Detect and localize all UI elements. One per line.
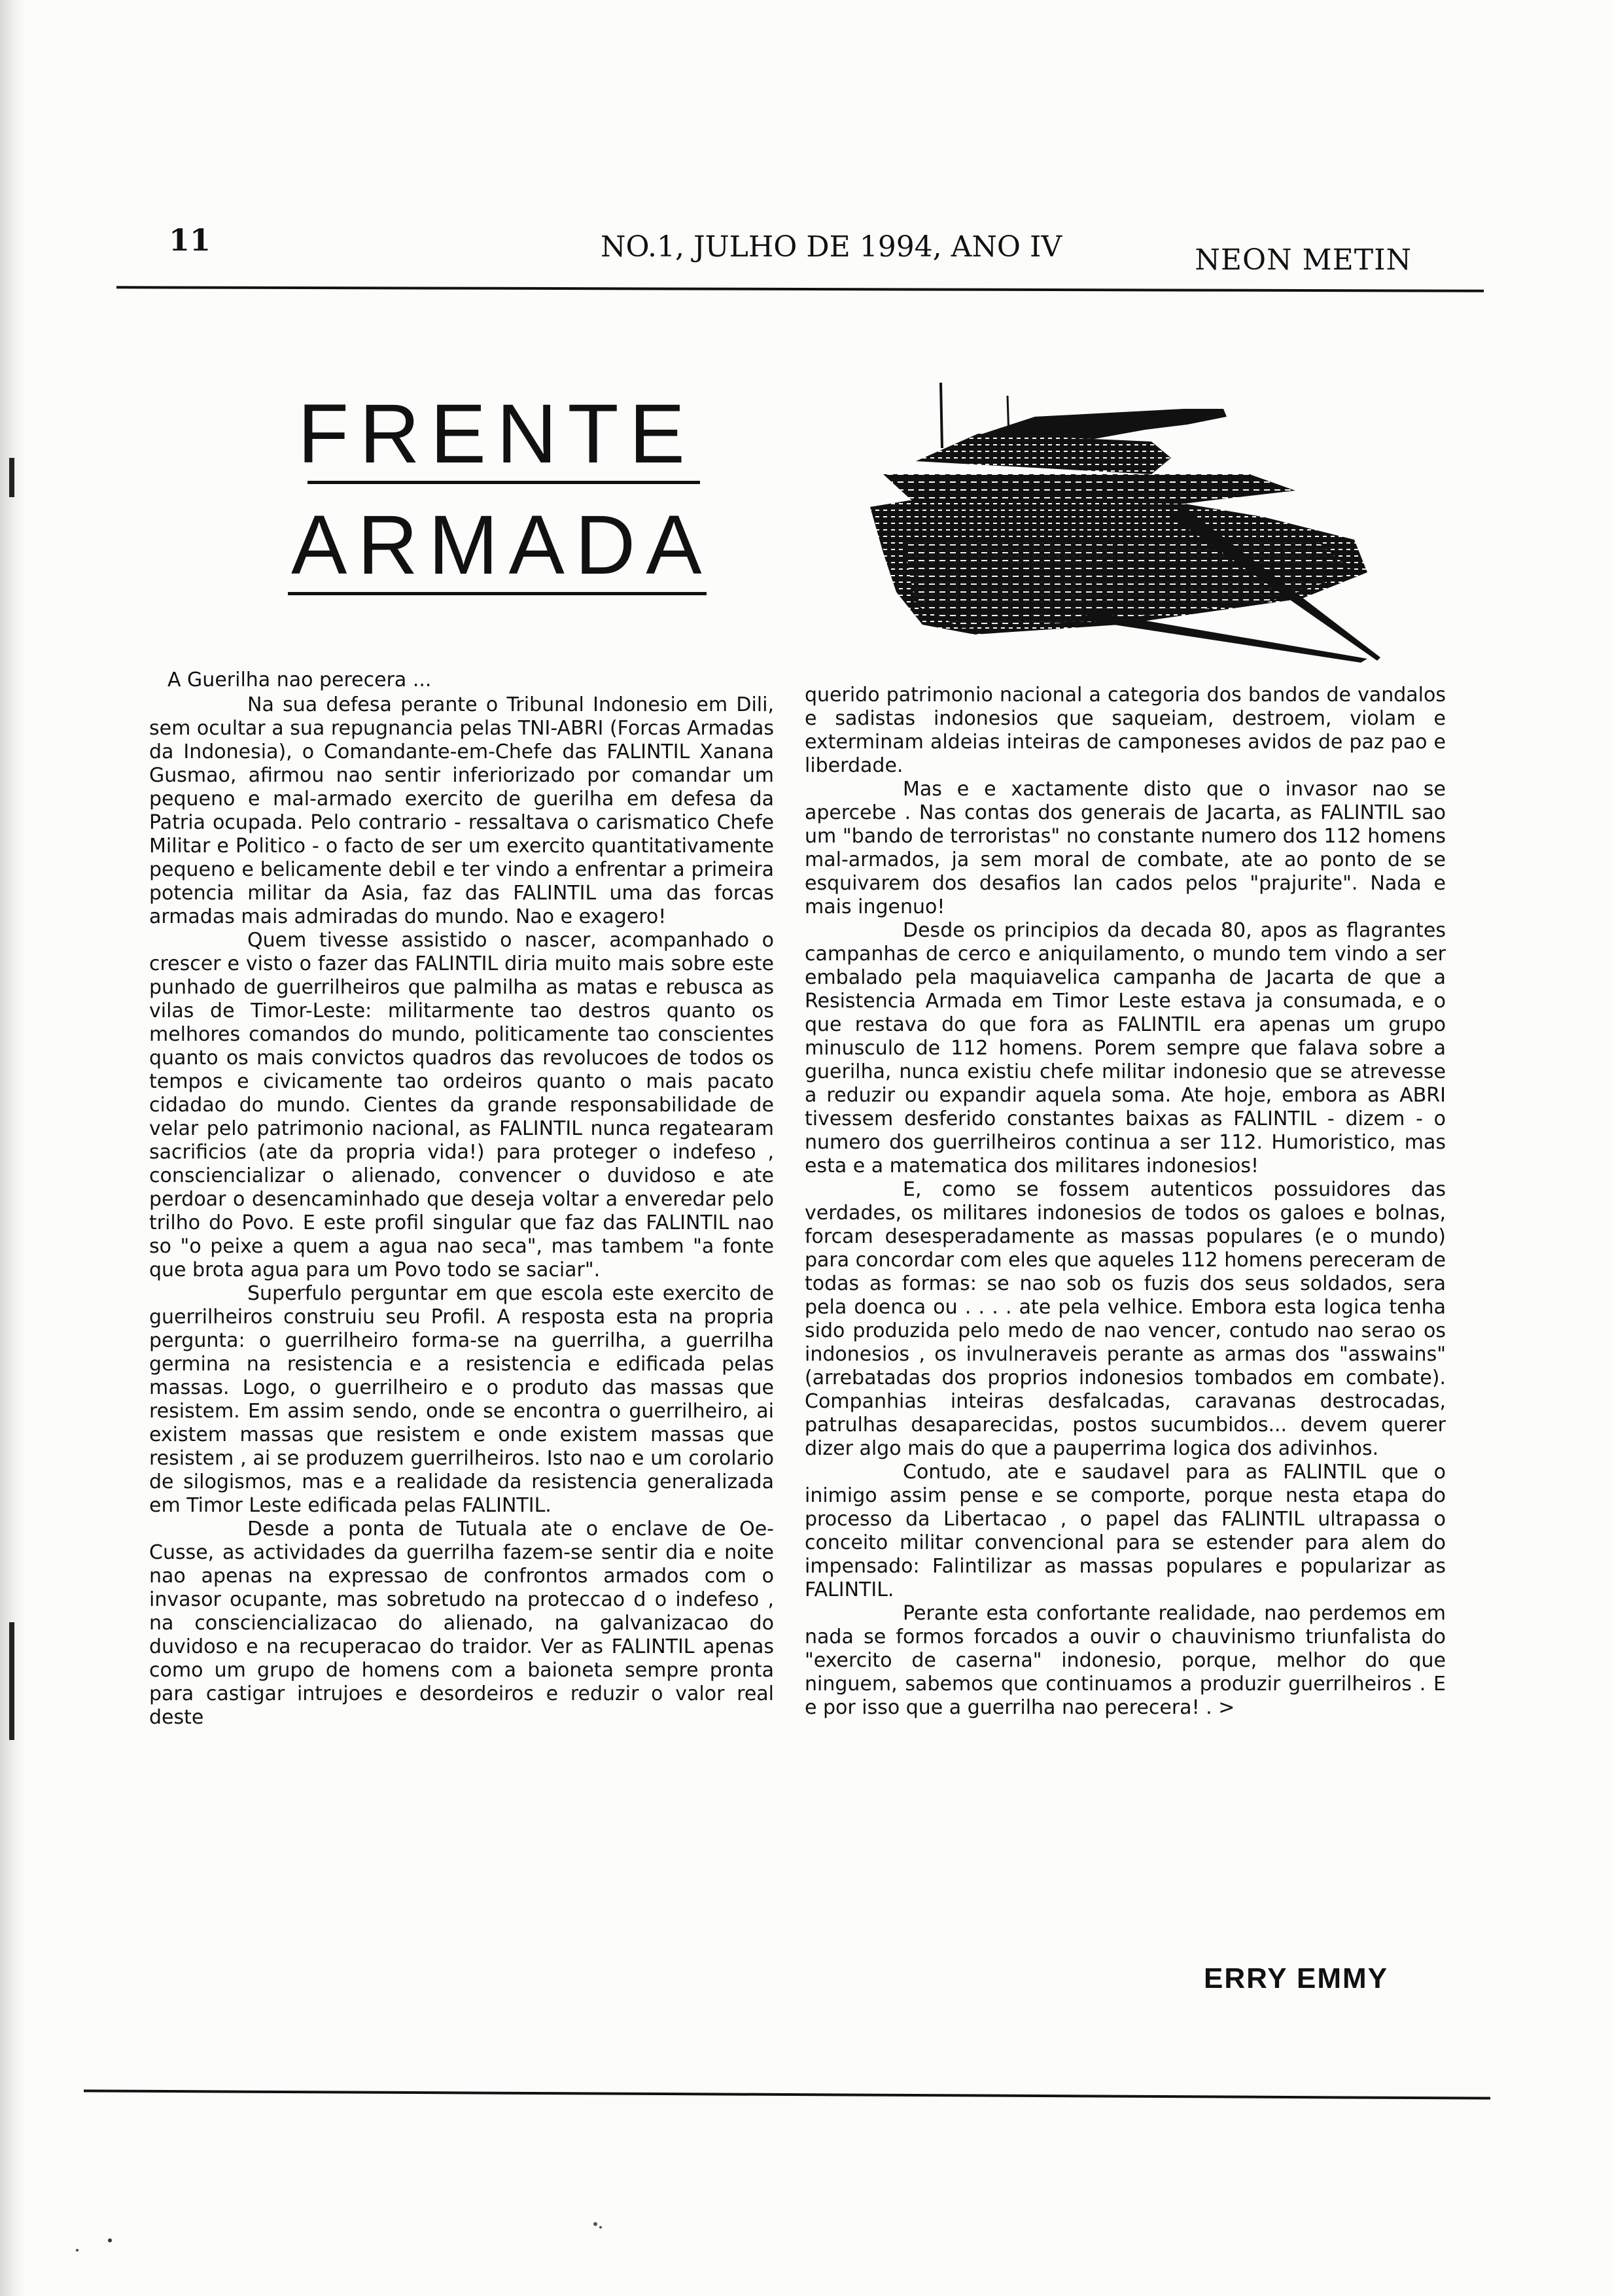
title-line-2: ARMADA (291, 498, 712, 592)
article-paragraph: Superfulo perguntar em que escola este exercito de guerrilheiros construiu seu Profil. A resposta esta na propria pergunta: o guerrilheiro forma-se na guerrilha, a guerrilha germina na resistencia e a resistencia e edificada pelas massas. Logo, o guerrilheiro e o produto das massas que resistem. Em assim sendo, onde se encontra o guerrilheiro, ai existem massas que resistem e onde existem massas que resistem , ai se produzem guerrilheiros. Isto nao e um corolario de silogismos, mas e a realidade da resistencia generalizada em Timor Leste edificada pelas FALINTIL. (149, 1282, 774, 1517)
article-column-left (149, 669, 774, 1730)
article-paragraph: querido patrimonio nacional a categoria dos bandos de vandalos e sadistas indonesios que saqueiam, destroem, violam e exterminam aldeias inteiras de camponeses avidos de paz pao e liberdade. (805, 684, 1446, 777)
author-signature: ERRY EMMY (1204, 1962, 1389, 1994)
article-paragraph: E, como se fossem autenticos possuidores das verdades, os militares indonesios de todos os galoes e bolnas, forcam desesperadamente as massas populares (e o mundo) para concordar com eles que aqueles 112 homens pereceram de todas as formas: se nao sob os fuzis dos seus soldados, sera pela doenca ou . . . . ate pela velhice. Embora esta logica tenha sido produzida pelo medo de nao vencer, contudo nao serao os indonesios , os invulneraveis perante as armas dos "asswains"(arrebatadas dos proprios indonesios tombados em combate). Companhias inteiras desfalcadas, caravanas destrocadas, patrulhas desaparecidas, postos sucumbidos... devem querer dizer algo mais do que a pauperrima logica dos adivinhos. (805, 1178, 1446, 1460)
article-column-right (805, 684, 1446, 1720)
article-paragraph: Quem tivesse assistido o nascer, acompanhado o crescer e visto o fazer das FALINTIL diria muito mais sobre este punhado de guerrilheiros que palmilha as matas e rebusca as vilas de Timor-Leste: militarmente tao destros quanto os melhores comandos do mundo, politicamente tao conscientes quanto os mais convictos quadros das revolucoes de todos os tempos e civicamente tao ordeiros quanto o mais pacato cidadao do mundo. Cientes da grande responsabilidade de velar pelo patrimonio nacional, as FALINTIL nunca regatearam sacrificios (ate da propria vida!) para proteger o indefeso , consciencializar o alienado, convencer o duvidoso e ate perdoar o desencaminhado que deseja voltar a enveredar pelo trilho do Povo. E este profil singular que faz das FALINTIL nao so "o peixe a quem a agua nao seca", mas tambem "a fonte que brota agua para um Povo todo se saciar". (149, 929, 774, 1281)
article-paragraph: Contudo, ate e saudavel para as FALINTIL que o inimigo assim pense e se comporte, porque nesta etapa do processo da Libertacao , o papel das FALINTIL ultrapassa o conceito militar convencional para se estender para alem do impensado: Falintilizar as massas populares e popularizar as FALINTIL. (805, 1461, 1446, 1601)
article-paragraph: Mas e e xactamente disto que o invasor nao se apercebe . Nas contas dos generais de Jacarta, as FALINTIL sao um "bando de terroristas" no constante numero dos 112 homens mal-armados, ja sem moral de combate, ate ao ponto de se esquivarem dos desafios lan cados pelos "prajurite". Nada e mais ingenuo! (805, 778, 1446, 918)
page-number: 11 (169, 222, 211, 258)
article-kicker: A Guerilha nao perecera ... (167, 669, 432, 691)
header-rule (116, 286, 1484, 292)
footer-rule (84, 2089, 1490, 2099)
issue-info: NO.1, JULHO DE 1994, ANO IV (601, 230, 1062, 264)
title-underline-2 (288, 592, 707, 595)
article-paragraph: Desde a ponta de Tutuala ate o enclave de Oe-Cusse, as actividades da guerrilha fazem-se sentir dia e noite nao apenas na expressao de confrontos armados com o invasor ocupante, mas sobretudo na proteccao d o indefeso , na consciencializacao do alienado, na galvanizacao do duvidoso e na recuperacao do traidor. Ver as FALINTIL apenas como um grupo de homens com a baioneta sempre pronta para castigar intrujoes e desordeiros e reduzir o valor real deste (149, 1518, 774, 1729)
title-underline-1 (307, 481, 700, 484)
article-paragraph: Perante esta confortante realidade, nao perdemos em nada se formos forcados a ouvir o chauvinismo triunfalista do "exercito de caserna" indonesio, porque, melhor do que ninguem, sabemos que continuamos a produzir guerrilheiros . E e por isso que a guerrilha nao perecera! . > (805, 1602, 1446, 1719)
page-header (116, 216, 1477, 281)
title-line-1: FRENTE (298, 387, 695, 481)
publication-name: NEON METIN (1195, 243, 1412, 277)
article-paragraph: Na sua defesa perante o Tribunal Indonesio em Dili, sem ocultar a sua repugnancia pelas TNI-ABRI (Forcas Armadas da Indonesia), o Comandante-em-Chefe das FALINTIL Xanana Gusmao, afirmou nao sentir inferiorizado por comandar um pequeno e mal-armado exercito de guerilha em defesa da Patria ocupada. Pelo contrario - ressaltava o carismatico Chefe Militar e Politico - o facto de ser um exercito quantitativamente pequeno e belicamente debil e ter vindo a enfrentar a primeira potencia militar da Asia, faz das FALINTIL uma das forcas armadas mais admiradas do mundo. Nao e exagero! (149, 693, 774, 928)
article-paragraph: Desde os principios da decada 80, apos as flagrantes campanhas de cerco e aniquilamento, o mundo tem vindo a ser embalado pela maquiavelica campanha de Jacarta de que a Resistencia Armada em Timor Leste estava ja consumada, e o que restava do que fora as FALINTIL era apenas um grupo minusculo de 112 homens. Porem sempre que falava sobre a guerilha, nunca existiu chefe militar indonesio que se atrevesse a reduzir ou expandir aquela soma. Ate hoje, embora as ABRI tivessem desferido constantes baixas as FALINTIL - dizem - o numero dos guerrilheiros continua a ser 112. Humoristico, mas esta e a matematica dos militares indonesios! (805, 919, 1446, 1177)
tank-illustration (844, 376, 1393, 664)
page-binding-shadow (0, 0, 26, 2296)
